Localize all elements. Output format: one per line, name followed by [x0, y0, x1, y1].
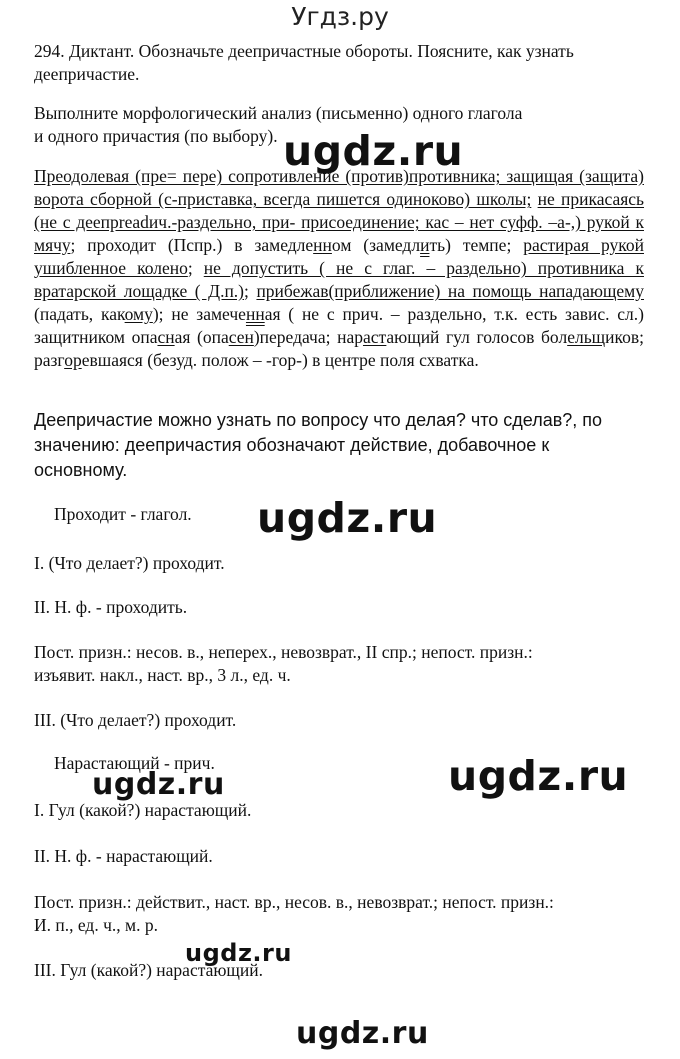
dictation-text [34, 165, 644, 372]
watermark: ugdz.ru [257, 494, 438, 542]
morph-task-line: и одного причастия (по выбору). [34, 126, 278, 146]
spelling-mark: нн [245, 304, 265, 324]
spelling-mark: и [420, 235, 430, 255]
participle-analysis-heading: Нарастающий - прич. [54, 753, 215, 773]
text-fragment: ; проходит (Пспр.) в замедле [70, 235, 314, 255]
spelling-mark: сен [228, 327, 254, 347]
site-title: Угдз.ру [291, 2, 389, 31]
features-line: Пост. призн.: несов. в., неперех., невозврат., II спр.; непост. призн.: [34, 642, 533, 662]
participial-phrase: Преодолевая (пре= пере) сопротивление (против)противника; защищая (защита) ворота сборной (с-приставка, всегда пишется одиноково) школы; [34, 166, 644, 209]
explanation-line: значению: деепричастия обозначают действие, добавочное к [34, 435, 550, 455]
features-line: И. п., ед. ч., м. р. [34, 915, 158, 935]
text-fragment: )передача; нар [253, 327, 363, 347]
text-fragment: ая (опа [174, 327, 229, 347]
text-fragment: ; [244, 281, 257, 301]
spelling-mark: ельщ [567, 327, 606, 347]
watermark: ugdz.ru [92, 767, 225, 802]
participle-analysis-step: I. Гул (какой?) нарастающий. [34, 800, 252, 820]
verb-analysis-step: I. (Что делает?) проходит. [34, 553, 225, 573]
explanation-line: основному. [34, 460, 128, 480]
text-fragment: евшаяся (безуд. полож – -гор-) в центре поля схватка. [81, 350, 479, 370]
verb-analysis-step: III. (Что делает?) проходит. [34, 710, 237, 730]
explanation-line: Деепричастие можно узнать по вопросу что делая? что сделав?, по [34, 410, 603, 430]
task-text [34, 40, 644, 86]
features-line: изъявит. накл., наст. вр., 3 л., ед. ч. [34, 665, 291, 685]
watermark: ugdz.ru [283, 127, 464, 175]
task-line: 294. Диктант. Обозначьте деепричастные обороты. Поясните, как узнать [34, 41, 574, 61]
participle-analysis-step: II. Н. ф. - нарастающий. [34, 846, 213, 866]
watermark: ugdz.ru [185, 939, 292, 967]
text-fragment: ); не замече [152, 304, 246, 324]
verb-analysis-step: II. Н. ф. - проходить. [34, 597, 188, 617]
participial-phrase: не прикасаясь (не с деепрreadич.-раздельно, при- присоединение; кас – нет суфф. –а-,) рукой к мячу [34, 189, 645, 255]
verb-analysis-features [34, 641, 654, 687]
text-fragment: (падать, как [34, 304, 125, 324]
text-fragment: ть) темпе; [429, 235, 524, 255]
morph-task-line: Выполните морфологический анализ (письменно) одного глагола [34, 103, 523, 123]
spelling-mark: н [313, 235, 323, 255]
spelling-mark: ому [124, 304, 153, 324]
participle-analysis-features [34, 891, 654, 937]
explanation-text [34, 408, 644, 483]
infinitive-phrase: не допустить ( не с глаг. – раздельно) противника к вратарской лощадке ( Д.п.) [34, 258, 644, 301]
spelling-mark: н [322, 235, 332, 255]
verb-analysis-heading: Проходит - глагол. [54, 504, 192, 524]
watermark: ugdz.ru [448, 752, 629, 800]
spelling-mark: аст [362, 327, 387, 347]
text-fragment: ; [187, 258, 204, 278]
watermark: ugdz.ru [296, 1016, 429, 1051]
participial-phrase: растирая рукой ушибленное колено [34, 235, 644, 278]
text-fragment: иков; разг [34, 327, 645, 370]
text-fragment: ающий гул голосов бол [386, 327, 568, 347]
task-line: деепричастие. [34, 64, 140, 84]
spelling-mark: сн [157, 327, 175, 347]
participial-phrase: прибежав(приближение) на помощь нападающему [256, 281, 644, 301]
text-fragment: ая ( не с прич. – раздельно, т.к. есть завис. сл.) защитником опа [34, 304, 644, 347]
spelling-mark: ор [64, 350, 82, 370]
features-line: Пост. призн.: действит., наст. вр., несов. в., невозврат.; непост. призн.: [34, 892, 554, 912]
text-fragment: ом (замедл [331, 235, 421, 255]
participle-analysis-step: III. Гул (какой?) нарастающий. [34, 960, 264, 980]
